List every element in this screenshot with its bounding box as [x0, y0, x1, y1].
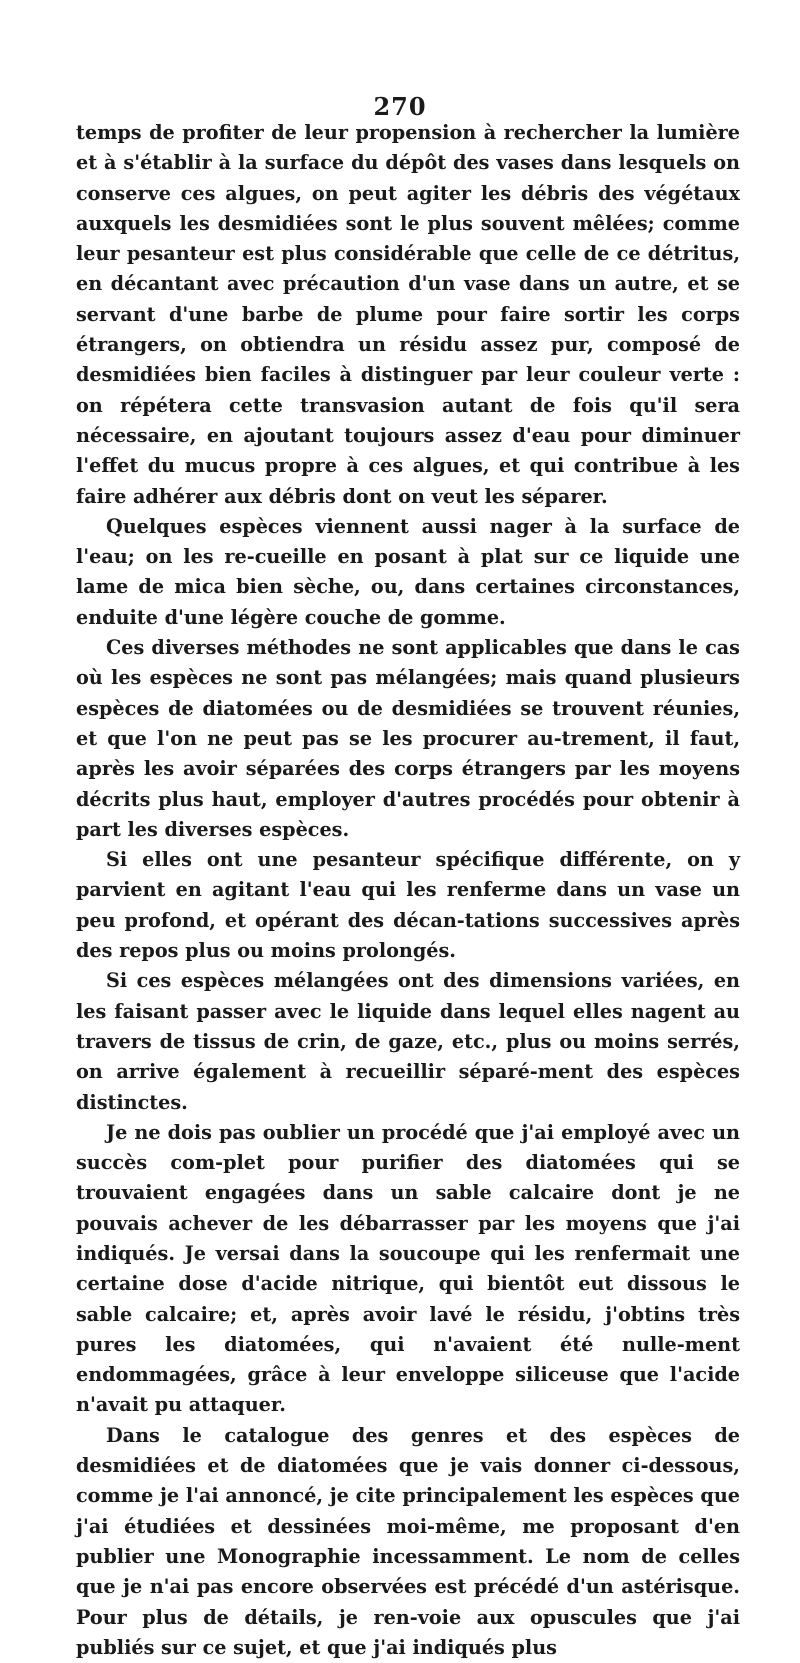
paragraph: Quelques espèces viennent aussi nager à la surface de l'eau; on les re-cueille en posant à plat sur ce liquide une lame de mica bien sèche, ou, dans certaines circonstances, enduite d'une légère couche de gomme. — [76, 514, 740, 629]
paragraph: Si ces espèces mélangées ont des dimensions variées, en les faisant passer avec le liquide dans lequel elles nagent au travers de tissus de crin, de gaze, etc., plus ou moins serrés, on arrive également à recueillir séparé-ment des espèces distinctes. — [76, 969, 740, 1114]
paragraph: Je ne dois pas oublier un procédé que j'ai employé avec un succès com-plet pour purifier des diatomées qui se trouvaient engagées dans un sable calcaire dont je ne pouvais achever de les débarrasser par les moyens que j'ai indiqués. Je versai dans la soucoupe qui les renfermait une certaine dose d'acide nitrique, qui bientôt eut dissous le sable calcaire; et, après avoir lavé le résidu, j'obtins très pures les diatomées, qui n'avaient été nulle-ment endommagées, grâce à leur enveloppe siliceuse que l'acide n'avait pu attaquer. — [76, 1120, 740, 1417]
body-text — [76, 118, 740, 1663]
paragraph: Si elles ont une pesanteur spécifique différente, on y parvient en agitant l'eau qui les renferme dans un vase un peu profond, et opérant des décan-tations successives après des repos plus ou moins prolongés. — [76, 848, 740, 963]
paragraph: Ces diverses méthodes ne sont applicables que dans le cas où les espèces ne sont pas mélangées; mais quand plusieurs espèces de diatomées ou de desmidiées se trouvent réunies, et que l'on ne peut pas se les procurer au-trement, il faut, après les avoir séparées des corps étrangers par les moyens décrits plus haut, employer d'autres procédés pour obtenir à part les diverses espèces. — [76, 636, 740, 841]
paragraph: temps de profiter de leur propension à rechercher la lumière et à s'établir à la surface du dépôt des vases dans lesquels on conserve ces algues, on peut agiter les débris des végétaux auxquels les desmidiées sont le plus souvent mêlées; comme leur pesanteur est plus considérable que celle de ce détritus, en décantant avec précaution d'un vase dans un autre, et se servant d'une barbe de plume pour faire sortir les corps étrangers, on obtiendra un résidu assez pur, composé de desmidiées bien faciles à distinguer par leur couleur verte : on répétera cette transvasion autant de fois qu'il sera nécessaire, en ajoutant toujours assez d'eau pour diminuer l'effet du mucus propre à ces algues, et qui contribue à les faire adhérer aux débris dont on veut les séparer. — [76, 121, 740, 508]
page-number: 270 — [373, 92, 427, 121]
paragraph: Dans le catalogue des genres et des espèces de desmidiées et de diatomées que je vais donner ci-dessous, comme je l'ai annoncé, je cite principalement les espèces que j'ai étudiées et dessinées moi-même, me proposant d'en publier une Monographie incessamment. Le nom de celles que je n'ai pas encore observées est précédé d'un astérisque. Pour plus de détails, je ren-voie aux opuscules que j'ai publiés sur ce sujet, et que j'ai indiqués plus — [76, 1423, 740, 1659]
